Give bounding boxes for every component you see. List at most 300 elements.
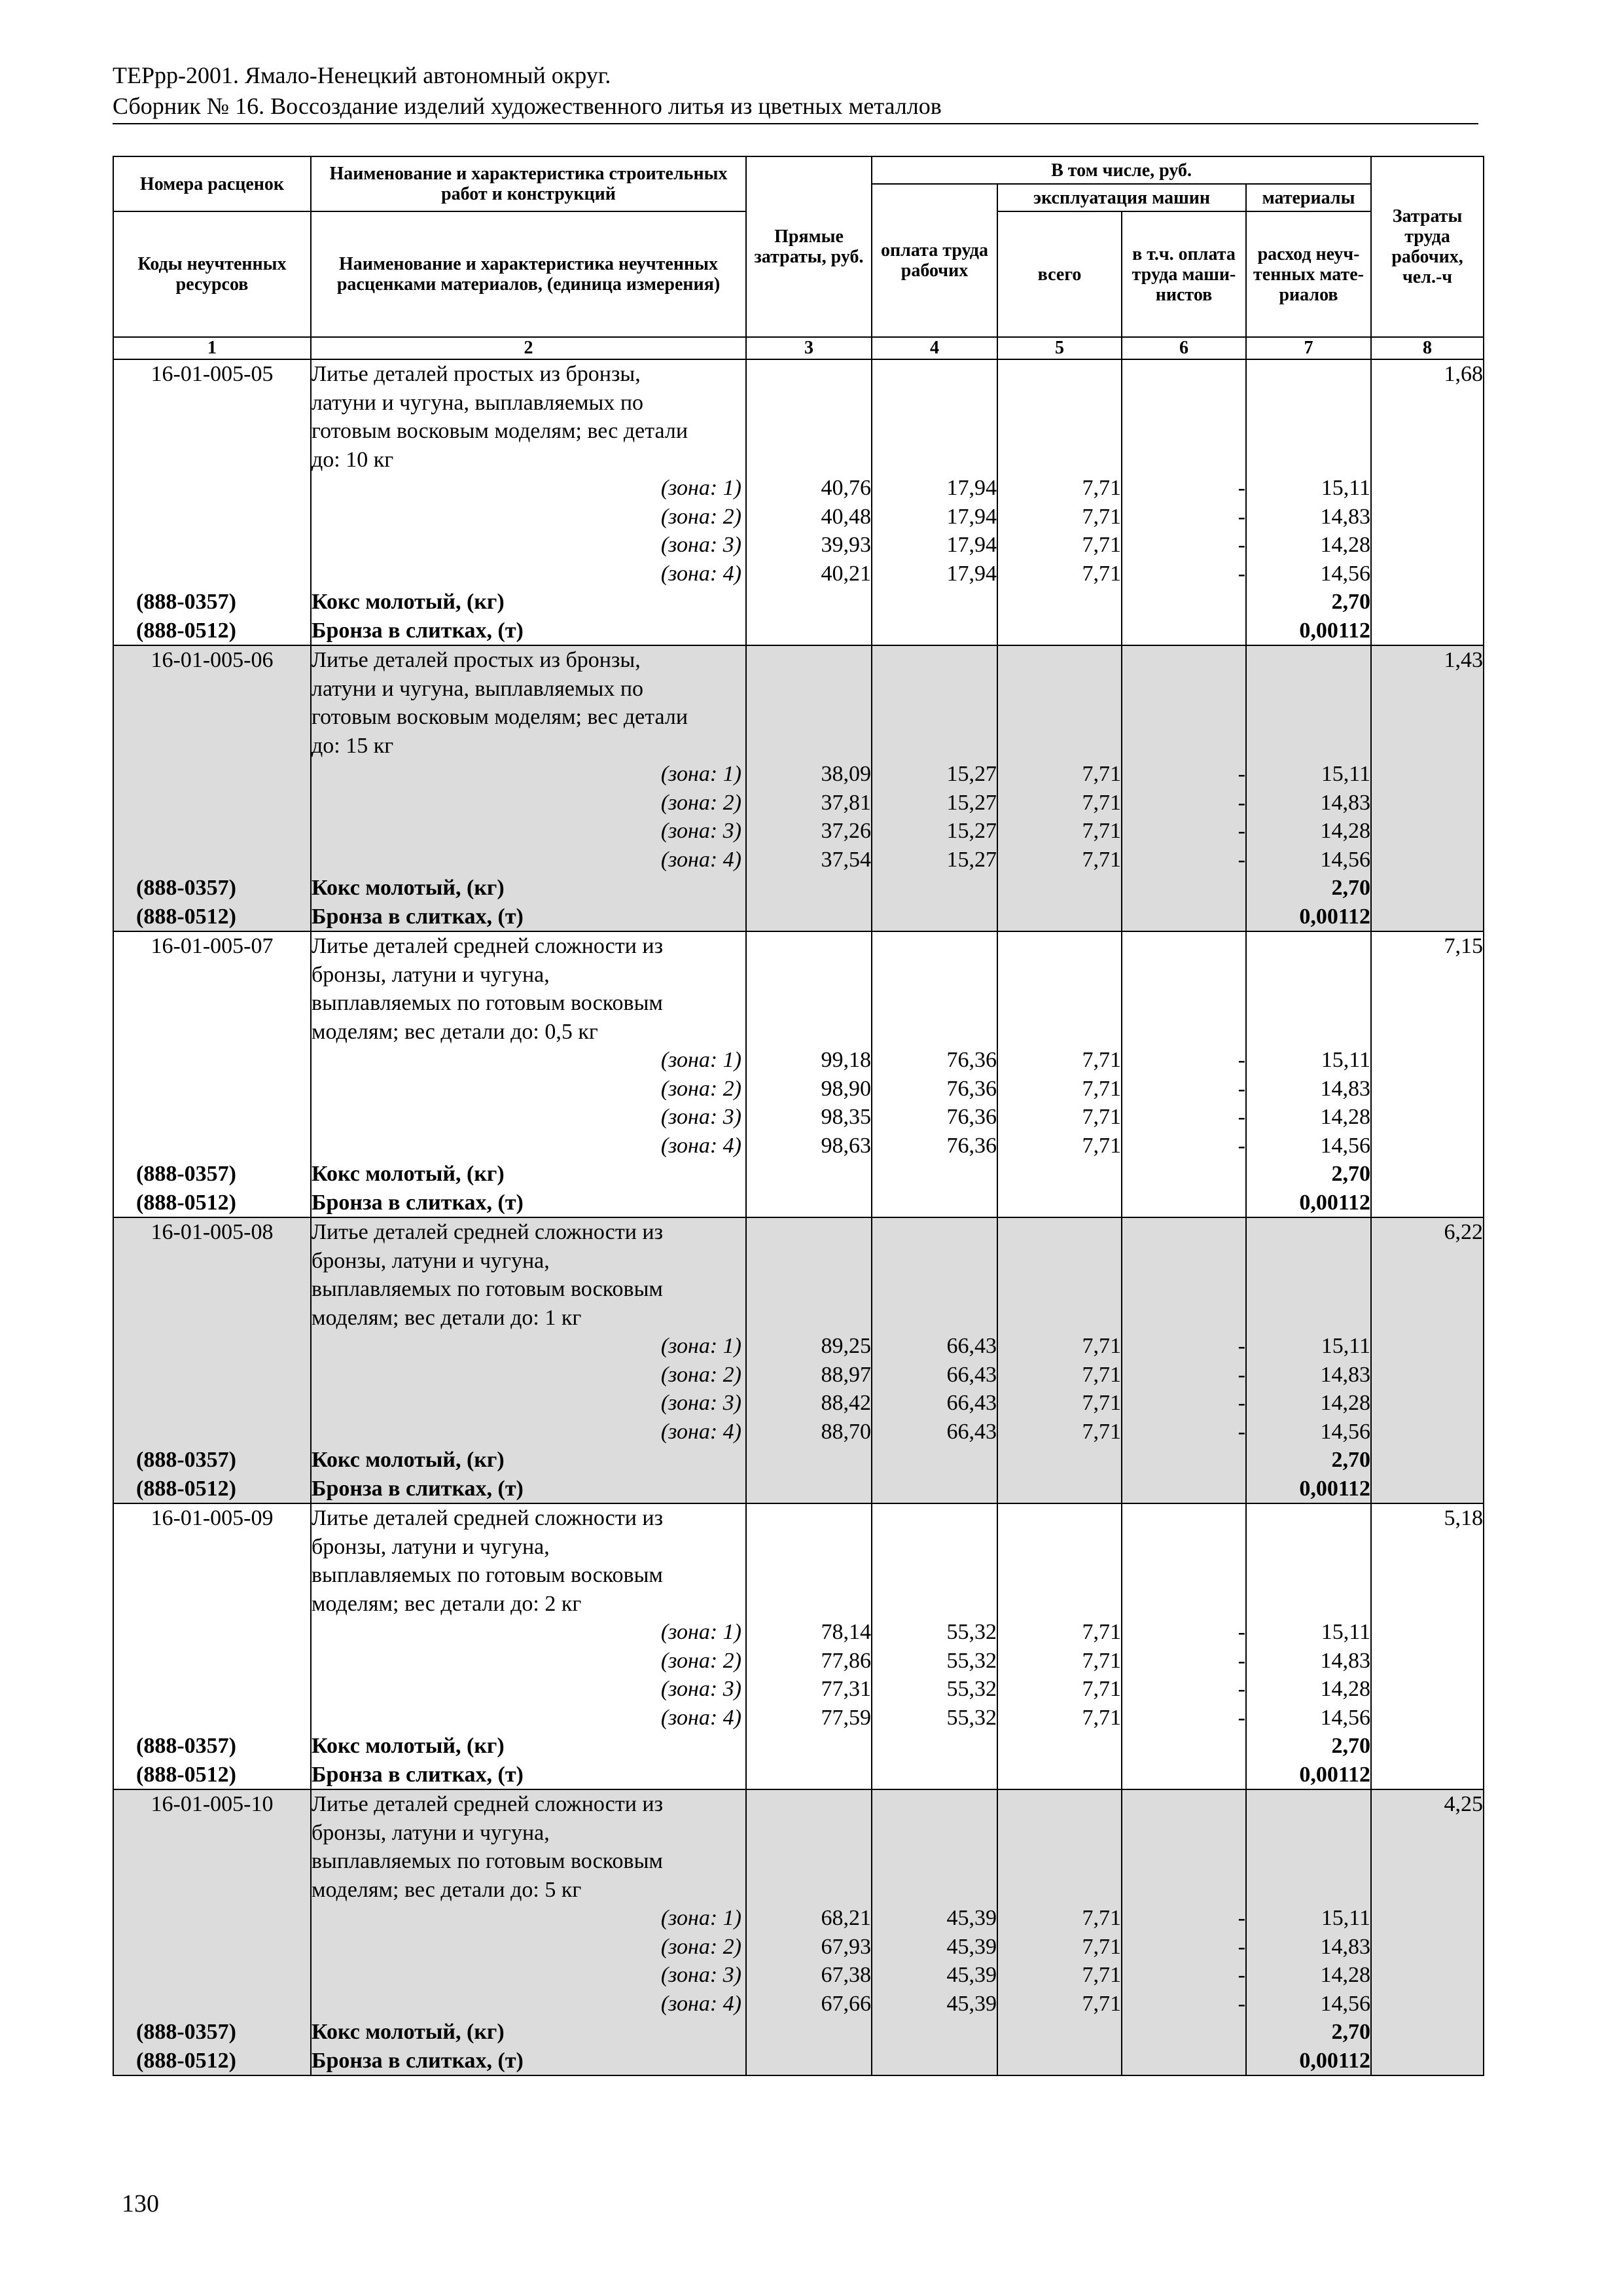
work-description-cell	[311, 1217, 746, 1503]
direct-cost: 40,21	[821, 561, 871, 586]
zone-label: (зона: 2)	[660, 1362, 741, 1387]
worker-wages: 17,94	[946, 533, 997, 557]
document-title: ТЕРрр-2001. Ямало-Ненецкий автономный округ.	[113, 62, 611, 88]
materials-cost: 14,56	[1320, 1705, 1371, 1730]
column-number: 6	[1122, 337, 1246, 359]
rate-code: 16-01-005-09	[151, 1506, 274, 1530]
machinist-wages: -	[1238, 790, 1245, 815]
including-group-header: В том числе, руб.	[872, 156, 1371, 184]
direct-cost: 40,76	[821, 476, 871, 500]
materials-cost: 15,11	[1321, 1048, 1371, 1072]
machines-group-header: эксплуатация машин	[997, 184, 1246, 211]
direct-cost: 77,59	[821, 1705, 871, 1730]
direct-cost: 39,93	[821, 533, 871, 557]
rate-code-cell	[113, 931, 311, 1217]
resource-name: Кокс молотый, (кг)	[312, 1162, 505, 1186]
materials-cost: 15,11	[1321, 476, 1371, 500]
column-number: 7	[1246, 337, 1371, 359]
description-line: до: 10 кг	[312, 447, 394, 472]
machinist-wages: -	[1238, 1048, 1245, 1072]
resource-quantity: 0,00112	[1299, 1190, 1371, 1215]
resource-quantity: 2,70	[1331, 876, 1371, 900]
materials-cost: 14,83	[1320, 1076, 1371, 1101]
worker-wages: 66,43	[946, 1334, 997, 1358]
direct-cost: 78,14	[821, 1620, 871, 1644]
machinist-wages: -	[1238, 1648, 1245, 1673]
resource-quantity: 2,70	[1331, 1734, 1371, 1758]
worker-wages: 17,94	[946, 561, 997, 586]
direct-cost: 77,31	[821, 1677, 871, 1701]
col4-header: оплата труда рабочих	[872, 184, 997, 337]
description-line: бронзы, латуни и чугуна,	[312, 1248, 550, 1273]
column-number: 2	[311, 337, 746, 359]
materials-cost: 14,28	[1320, 1677, 1371, 1701]
machines-total: 7,71	[1082, 1334, 1121, 1358]
labor-hours: 6,22	[1444, 1220, 1484, 1244]
materials-cost: 14,28	[1320, 1963, 1371, 1987]
rate-code-cell	[113, 1217, 311, 1503]
rate-code-cell	[113, 1503, 311, 1789]
machinist-wages-cell	[1122, 931, 1246, 1217]
materials-cost: 14,28	[1320, 819, 1371, 843]
resource-code: (888-0512)	[136, 1762, 236, 1787]
worker-wages-cell	[872, 1789, 997, 2075]
materials-cost: 14,83	[1320, 1934, 1371, 1959]
machines-total: 7,71	[1082, 1419, 1121, 1444]
zone-label: (зона: 4)	[660, 1133, 741, 1158]
resource-name: Бронза в слитках, (т)	[312, 904, 524, 929]
machinist-wages: -	[1238, 1934, 1245, 1959]
machinist-wages: -	[1238, 1334, 1245, 1358]
work-description-cell	[311, 1503, 746, 1789]
resource-name: Бронза в слитках, (т)	[312, 618, 524, 643]
resource-quantity: 0,00112	[1299, 2048, 1371, 2073]
machines-total-cell	[997, 1217, 1122, 1503]
worker-wages: 15,27	[946, 762, 997, 786]
description-line: до: 15 кг	[312, 733, 394, 758]
machinist-wages: -	[1238, 762, 1245, 786]
description-line: латуни и чугуна, выплавляемых по	[312, 390, 644, 415]
resource-name: Кокс молотый, (кг)	[312, 1448, 505, 1472]
description-line: бронзы, латуни и чугуна,	[312, 1534, 550, 1559]
worker-wages-cell	[872, 645, 997, 931]
machinist-wages: -	[1238, 1362, 1245, 1387]
zone-label: (зона: 2)	[660, 790, 741, 815]
machines-total: 7,71	[1082, 1048, 1121, 1072]
machinist-wages: -	[1238, 1677, 1245, 1701]
machines-total: 7,71	[1082, 533, 1121, 557]
col7-header: расход неуч-тенных мате-риалов	[1246, 211, 1371, 337]
materials-cost: 15,11	[1321, 762, 1371, 786]
column-number: 3	[746, 337, 872, 359]
worker-wages-cell	[872, 1217, 997, 1503]
zone-label: (зона: 1)	[660, 762, 741, 786]
materials-cost: 14,56	[1320, 1419, 1371, 1444]
machinist-wages: -	[1238, 1991, 1245, 2016]
zone-label: (зона: 3)	[660, 1963, 741, 1987]
machines-total: 7,71	[1082, 476, 1121, 500]
materials-cost: 14,83	[1320, 504, 1371, 529]
materials-cost: 14,56	[1320, 847, 1371, 872]
direct-cost: 98,35	[821, 1105, 871, 1129]
header-rule	[113, 123, 1478, 124]
table-header	[113, 156, 1484, 359]
rate-code-cell	[113, 1789, 311, 2075]
col1-bottom-header: Коды неучтенных ресурсов	[113, 211, 311, 337]
zone-label: (зона: 2)	[660, 1648, 741, 1673]
labor-hours: 7,15	[1444, 934, 1484, 958]
table-body	[113, 359, 1484, 2075]
labor-hours: 1,43	[1444, 648, 1484, 672]
machines-total: 7,71	[1082, 1648, 1121, 1673]
materials-cell	[1246, 1217, 1371, 1503]
page-number: 130	[122, 2190, 159, 2217]
machines-total: 7,71	[1082, 1391, 1121, 1415]
page-header	[113, 60, 1478, 124]
worker-wages: 15,27	[946, 819, 997, 843]
zone-label: (зона: 4)	[660, 847, 741, 872]
machines-total: 7,71	[1082, 790, 1121, 815]
zone-label: (зона: 3)	[660, 1105, 741, 1129]
direct-cost: 37,54	[821, 847, 871, 872]
work-description-cell	[311, 931, 746, 1217]
direct-cost: 67,38	[821, 1963, 871, 1987]
work-description-cell	[311, 359, 746, 645]
zone-label: (зона: 1)	[660, 1906, 741, 1930]
column-number: 4	[872, 337, 997, 359]
labor-hours-cell	[1371, 931, 1484, 1217]
rate-code: 16-01-005-06	[151, 648, 274, 672]
description-line: моделям; вес детали до: 2 кг	[312, 1591, 582, 1616]
direct-cost-cell	[746, 1503, 872, 1789]
worker-wages: 15,27	[946, 847, 997, 872]
machinist-wages: -	[1238, 1419, 1245, 1444]
worker-wages: 55,32	[946, 1705, 997, 1730]
worker-wages: 45,39	[946, 1906, 997, 1930]
machinist-wages: -	[1238, 1391, 1245, 1415]
machinist-wages: -	[1238, 533, 1245, 557]
description-line: Литье деталей средней сложности из	[312, 1506, 664, 1530]
materials-cell	[1246, 645, 1371, 931]
description-line: готовым восковым моделям; вес детали	[312, 419, 688, 443]
description-line: моделям; вес детали до: 5 кг	[312, 1877, 582, 1902]
rate-code: 16-01-005-07	[151, 934, 274, 958]
labor-hours-cell	[1371, 359, 1484, 645]
machines-total: 7,71	[1082, 1934, 1121, 1959]
zone-label: (зона: 4)	[660, 1991, 741, 2016]
zone-label: (зона: 3)	[660, 1391, 741, 1415]
labor-hours-cell	[1371, 1217, 1484, 1503]
machinist-wages-cell	[1122, 1217, 1246, 1503]
description-line: моделям; вес детали до: 1 кг	[312, 1305, 582, 1330]
materials-cost: 14,56	[1320, 1133, 1371, 1158]
direct-cost: 68,21	[821, 1906, 871, 1930]
col8-header: Затраты труда рабочих, чел.-ч	[1371, 156, 1484, 337]
zone-label: (зона: 1)	[660, 1620, 741, 1644]
materials-group-header: материалы	[1246, 184, 1371, 211]
col6-header: в т.ч. оплата труда маши-нистов	[1122, 211, 1246, 337]
description-line: выплавляемых по готовым восковым	[312, 1849, 663, 1873]
machinist-wages: -	[1238, 504, 1245, 529]
resource-code: (888-0357)	[136, 2020, 236, 2044]
direct-cost: 37,26	[821, 819, 871, 843]
machines-total-cell	[997, 359, 1122, 645]
machinist-wages: -	[1238, 1963, 1245, 1987]
direct-cost: 99,18	[821, 1048, 871, 1072]
machines-total: 7,71	[1082, 1906, 1121, 1930]
direct-cost-cell	[746, 645, 872, 931]
direct-cost: 89,25	[821, 1334, 871, 1358]
machinist-wages-cell	[1122, 359, 1246, 645]
direct-cost: 98,90	[821, 1076, 871, 1101]
resource-name: Кокс молотый, (кг)	[312, 590, 505, 614]
description-line: готовым восковым моделям; вес детали	[312, 705, 688, 729]
resource-code: (888-0512)	[136, 618, 236, 643]
direct-cost: 37,81	[821, 790, 871, 815]
zone-label: (зона: 2)	[660, 504, 741, 529]
labor-hours: 5,18	[1444, 1506, 1484, 1530]
resource-name: Бронза в слитках, (т)	[312, 1762, 524, 1787]
direct-cost: 98,63	[821, 1133, 871, 1158]
work-description-cell	[311, 645, 746, 931]
rate-entry-row	[113, 931, 1484, 1217]
resource-code: (888-0357)	[136, 1448, 236, 1472]
machinist-wages-cell	[1122, 645, 1246, 931]
column-number: 5	[997, 337, 1122, 359]
direct-cost: 88,42	[821, 1391, 871, 1415]
worker-wages: 66,43	[946, 1419, 997, 1444]
labor-hours-cell	[1371, 645, 1484, 931]
machines-total: 7,71	[1082, 1677, 1121, 1701]
machines-total-cell	[997, 1503, 1122, 1789]
rate-entry-row	[113, 1217, 1484, 1503]
rate-entry-row	[113, 359, 1484, 645]
materials-cost: 14,56	[1320, 1991, 1371, 2016]
rate-code: 16-01-005-10	[151, 1792, 274, 1816]
zone-label: (зона: 2)	[660, 1934, 741, 1959]
machines-total: 7,71	[1082, 1991, 1121, 2016]
machinist-wages: -	[1238, 1705, 1245, 1730]
description-line: латуни и чугуна, выплавляемых по	[312, 676, 644, 701]
description-line: Литье деталей простых из бронзы,	[312, 648, 641, 672]
description-line: выплавляемых по готовым восковым	[312, 1277, 663, 1301]
resource-code: (888-0357)	[136, 1162, 236, 1186]
direct-cost-cell	[746, 1217, 872, 1503]
machinist-wages-cell	[1122, 1503, 1246, 1789]
zone-label: (зона: 2)	[660, 1076, 741, 1101]
worker-wages: 76,36	[946, 1105, 997, 1129]
worker-wages: 45,39	[946, 1991, 997, 2016]
worker-wages-cell	[872, 1503, 997, 1789]
zone-label: (зона: 4)	[660, 1705, 741, 1730]
machines-total: 7,71	[1082, 561, 1121, 586]
direct-cost-cell	[746, 1789, 872, 2075]
machinist-wages: -	[1238, 1076, 1245, 1101]
rate-code-cell	[113, 645, 311, 931]
machines-total: 7,71	[1082, 1705, 1121, 1730]
column-number: 1	[113, 337, 311, 359]
machines-total: 7,71	[1082, 1362, 1121, 1387]
machines-total: 7,71	[1082, 504, 1121, 529]
resource-quantity: 0,00112	[1299, 1762, 1371, 1787]
col1-top-header: Номера расценок	[113, 156, 311, 211]
machines-total: 7,71	[1082, 762, 1121, 786]
resource-quantity: 2,70	[1331, 590, 1371, 614]
resource-quantity: 2,70	[1331, 1448, 1371, 1472]
resource-quantity: 0,00112	[1299, 904, 1371, 929]
machines-total-cell	[997, 1789, 1122, 2075]
machinist-wages: -	[1238, 561, 1245, 586]
zone-label: (зона: 1)	[660, 476, 741, 500]
worker-wages: 17,94	[946, 476, 997, 500]
description-line: Литье деталей средней сложности из	[312, 934, 664, 958]
materials-cell	[1246, 359, 1371, 645]
machinist-wages: -	[1238, 476, 1245, 500]
col2-top-header: Наименование и характеристика строительных работ и конструкций	[311, 156, 746, 211]
resource-name: Бронза в слитках, (т)	[312, 1476, 524, 1501]
resource-code: (888-0512)	[136, 1476, 236, 1501]
machines-total: 7,71	[1082, 1105, 1121, 1129]
resource-quantity: 2,70	[1331, 2020, 1371, 2044]
labor-hours-cell	[1371, 1789, 1484, 2075]
labor-hours-cell	[1371, 1503, 1484, 1789]
description-line: бронзы, латуни и чугуна,	[312, 1820, 550, 1845]
direct-cost: 88,70	[821, 1419, 871, 1444]
materials-cell	[1246, 1789, 1371, 2075]
worker-wages: 45,39	[946, 1934, 997, 1959]
machines-total: 7,71	[1082, 1133, 1121, 1158]
worker-wages: 45,39	[946, 1963, 997, 1987]
materials-cost: 14,83	[1320, 1648, 1371, 1673]
labor-hours: 1,68	[1444, 362, 1484, 386]
description-line: моделям; вес детали до: 0,5 кг	[312, 1019, 598, 1044]
rates-table	[113, 156, 1484, 2076]
materials-cell	[1246, 1503, 1371, 1789]
description-line: выплавляемых по готовым восковым	[312, 1563, 663, 1587]
worker-wages: 15,27	[946, 790, 997, 815]
resource-code: (888-0357)	[136, 1734, 236, 1758]
direct-cost: 67,93	[821, 1934, 871, 1959]
direct-cost: 67,66	[821, 1991, 871, 2016]
worker-wages-cell	[872, 931, 997, 1217]
description-line: Литье деталей средней сложности из	[312, 1792, 664, 1816]
direct-cost-cell	[746, 931, 872, 1217]
resource-quantity: 0,00112	[1299, 1476, 1371, 1501]
materials-cost: 14,28	[1320, 1391, 1371, 1415]
collection-title: Сборник № 16. Воссоздание изделий художественного литья из цветных металлов	[113, 93, 942, 119]
description-line: бронзы, латуни и чугуна,	[312, 962, 550, 987]
resource-name: Кокс молотый, (кг)	[312, 2020, 505, 2044]
description-line: Литье деталей средней сложности из	[312, 1220, 664, 1244]
worker-wages: 76,36	[946, 1133, 997, 1158]
materials-cost: 15,11	[1321, 1906, 1371, 1930]
direct-cost: 77,86	[821, 1648, 871, 1673]
rate-entry-row	[113, 1503, 1484, 1789]
resource-code: (888-0512)	[136, 1190, 236, 1215]
machines-total-cell	[997, 931, 1122, 1217]
machinist-wages: -	[1238, 847, 1245, 872]
resource-code: (888-0512)	[136, 2048, 236, 2073]
resource-quantity: 2,70	[1331, 1162, 1371, 1186]
resource-code: (888-0357)	[136, 590, 236, 614]
direct-cost: 88,97	[821, 1362, 871, 1387]
worker-wages: 55,32	[946, 1677, 997, 1701]
machines-total: 7,71	[1082, 819, 1121, 843]
worker-wages: 66,43	[946, 1362, 997, 1387]
worker-wages-cell	[872, 359, 997, 645]
direct-cost: 38,09	[821, 762, 871, 786]
zone-label: (зона: 1)	[660, 1048, 741, 1072]
materials-cost: 14,28	[1320, 1105, 1371, 1129]
col3-header: Прямые затраты, руб.	[746, 156, 872, 337]
materials-cost: 14,56	[1320, 561, 1371, 586]
machines-total-cell	[997, 645, 1122, 931]
rate-code: 16-01-005-05	[151, 362, 274, 386]
rate-entry-row	[113, 645, 1484, 931]
worker-wages: 76,36	[946, 1048, 997, 1072]
zone-label: (зона: 3)	[660, 1677, 741, 1701]
machines-total: 7,71	[1082, 847, 1121, 872]
rate-code: 16-01-005-08	[151, 1220, 274, 1244]
worker-wages: 55,32	[946, 1620, 997, 1644]
description-line: Литье деталей простых из бронзы,	[312, 362, 641, 386]
direct-cost-cell	[746, 359, 872, 645]
materials-cost: 14,83	[1320, 1362, 1371, 1387]
machines-total: 7,71	[1082, 1620, 1121, 1644]
zone-label: (зона: 3)	[660, 533, 741, 557]
direct-cost: 40,48	[821, 504, 871, 529]
worker-wages: 17,94	[946, 504, 997, 529]
machinist-wages: -	[1238, 1620, 1245, 1644]
rate-entry-row	[113, 1789, 1484, 2075]
col5-header: всего	[997, 211, 1122, 337]
worker-wages: 66,43	[946, 1391, 997, 1415]
resource-name: Кокс молотый, (кг)	[312, 876, 505, 900]
resource-quantity: 0,00112	[1299, 618, 1371, 643]
description-line: выплавляемых по готовым восковым	[312, 991, 663, 1015]
zone-label: (зона: 4)	[660, 1419, 741, 1444]
machinist-wages: -	[1238, 1906, 1245, 1930]
machines-total: 7,71	[1082, 1963, 1121, 1987]
zone-label: (зона: 4)	[660, 561, 741, 586]
materials-cost: 14,83	[1320, 790, 1371, 815]
machinist-wages-cell	[1122, 1789, 1246, 2075]
machines-total: 7,71	[1082, 1076, 1121, 1101]
resource-name: Кокс молотый, (кг)	[312, 1734, 505, 1758]
zone-label: (зона: 3)	[660, 819, 741, 843]
machinist-wages: -	[1238, 1133, 1245, 1158]
worker-wages: 76,36	[946, 1076, 997, 1101]
worker-wages: 55,32	[946, 1648, 997, 1673]
materials-cost: 15,11	[1321, 1620, 1371, 1644]
col2-bottom-header: Наименование и характеристика неучтенных расценками материалов, (единица измерения)	[311, 211, 746, 337]
column-numbers-row	[113, 337, 1484, 359]
zone-label: (зона: 1)	[660, 1334, 741, 1358]
rate-code-cell	[113, 359, 311, 645]
materials-cell	[1246, 931, 1371, 1217]
work-description-cell	[311, 1789, 746, 2075]
column-number: 8	[1371, 337, 1484, 359]
resource-code: (888-0512)	[136, 904, 236, 929]
labor-hours: 4,25	[1444, 1792, 1484, 1816]
materials-cost: 15,11	[1321, 1334, 1371, 1358]
machinist-wages: -	[1238, 1105, 1245, 1129]
materials-cost: 14,28	[1320, 533, 1371, 557]
resource-name: Бронза в слитках, (т)	[312, 1190, 524, 1215]
resource-code: (888-0357)	[136, 876, 236, 900]
resource-name: Бронза в слитках, (т)	[312, 2048, 524, 2073]
machinist-wages: -	[1238, 819, 1245, 843]
